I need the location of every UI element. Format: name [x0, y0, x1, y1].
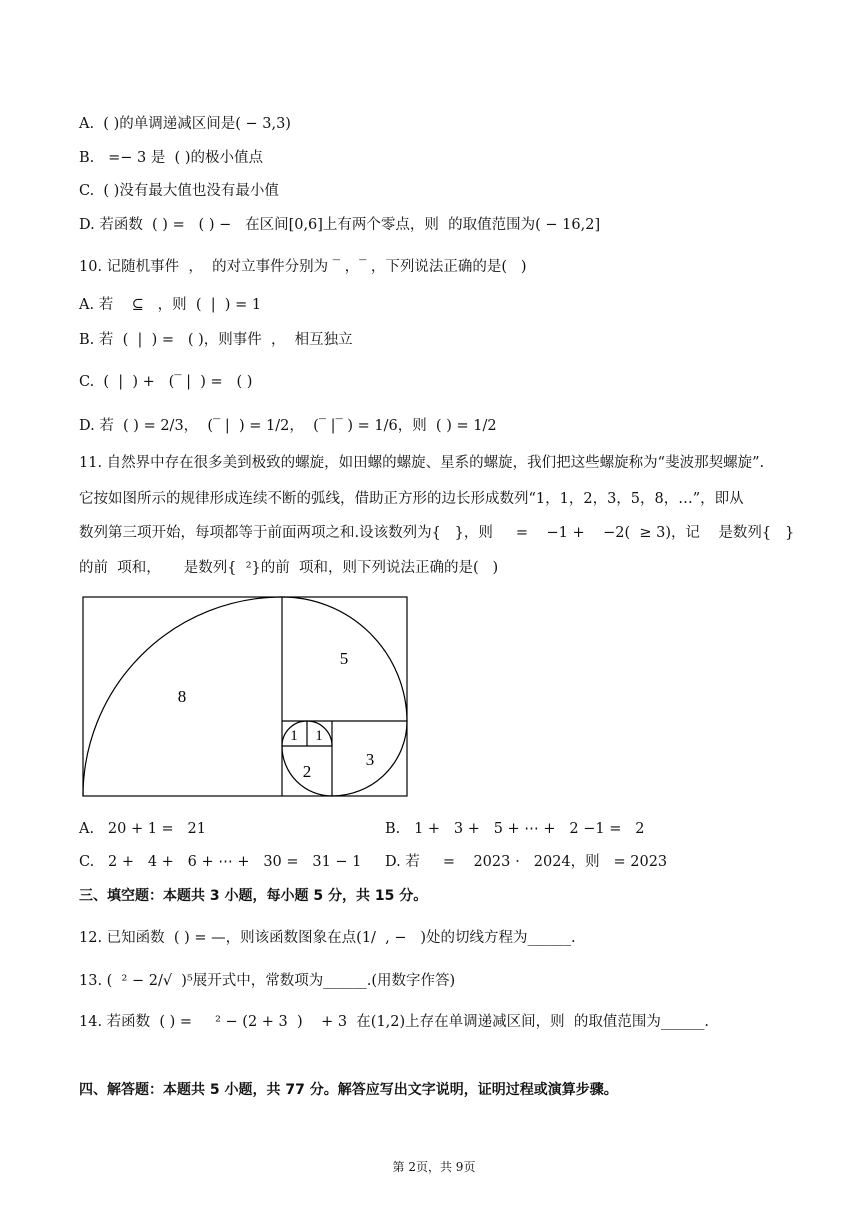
- option-11a: A. 20 + 1 = 21: [79, 821, 206, 837]
- question-11-line1: 11. 自然界中存在很多美到极致的螺旋，如田螺的螺旋、星系的螺旋，我们把这些螺旋称为“斐波那契螺旋”.: [79, 455, 765, 471]
- option-11d: D. 若 = 2023 ⋅ 2024，则 = 2023: [385, 854, 668, 870]
- question-11-line2: 它按如图所示的规律形成连续不断的弧线，借助正方形的边长形成数列“1，1，2，3，5，8，…”，即从: [79, 491, 744, 507]
- square-label-2: 2: [302, 762, 312, 781]
- option-10d: D. 若 ( ) = 2/3， (‾ | ) = 1/2， (‾ |‾ ) = 1/6，则 ( ) = 1/2: [79, 418, 497, 434]
- option-9d: D. 若函数 ( ) = ( ) − 在区间[0,6]上有两个零点，则 的取值范围为( − 16,2]: [79, 217, 601, 233]
- option-10b: B. 若 ( | ) = ( )，则事件 ， 相互独立: [79, 332, 353, 348]
- question-10: 10. 记随机事件 ， 的对立事件分别为 ‾ ，‾ ，下列说法正确的是( ): [79, 259, 527, 275]
- fibonacci-spiral-figure: [82, 596, 409, 798]
- question-12: 12. 已知函数 ( ) = —，则该函数图象在点(1/ , − )处的切线方程为______.: [79, 930, 576, 946]
- square-label-1b: 1: [315, 728, 323, 744]
- question-13: 13. ( ² − 2/√ )⁵展开式中，常数项为______.(用数字作答): [79, 973, 456, 989]
- option-9b: B. =− 3 是 ( )的极小值点: [79, 150, 263, 166]
- square-label-3: 3: [365, 750, 375, 769]
- option-11c: C. 2 + 4 + 6 + ⋯ + 30 = 31 − 1: [79, 854, 362, 870]
- option-9a: A. ( )的单调递减区间是( − 3,3): [79, 116, 291, 132]
- section-3-heading: 三、填空题：本题共 3 小题，每小题 5 分，共 15 分。: [79, 888, 428, 904]
- option-11b: B. 1 + 3 + 5 + ⋯ + 2 −1 = 2: [385, 821, 645, 837]
- option-10c: C. ( | ) + (‾ | ) = ( ): [79, 374, 253, 390]
- square-label-8: 8: [177, 687, 187, 706]
- square-label-5: 5: [339, 649, 349, 668]
- outer-rectangle: [83, 597, 407, 796]
- question-11-line4: 的前 项和， 是数列{ ²}的前 项和，则下列说法正确的是( ): [79, 560, 499, 576]
- option-10a: A. 若 ⊆ ，则 ( | ) = 1: [79, 297, 262, 313]
- page-footer: 第 2页，共 9页: [392, 1160, 476, 1174]
- section-4-heading: 四、解答题：本题共 5 小题，共 77 分。解答应写出文字说明，证明过程或演算步骤。: [79, 1082, 618, 1098]
- spiral-arc: [83, 597, 407, 796]
- question-11-line3: 数列第三项开始，每项都等于前面两项之和.设该数列为{ }，则 = −1 + −2( ≥ 3)，记 是数列{ }: [79, 525, 795, 541]
- question-14: 14. 若函数 ( ) = ² − (2 + 3 ) + 3 在(1,2)上存在单调递减区间，则 的取值范围为______.: [79, 1014, 709, 1030]
- option-9c: C. ( )没有最大值也没有最小值: [79, 183, 279, 199]
- square-label-1a: 1: [290, 728, 298, 744]
